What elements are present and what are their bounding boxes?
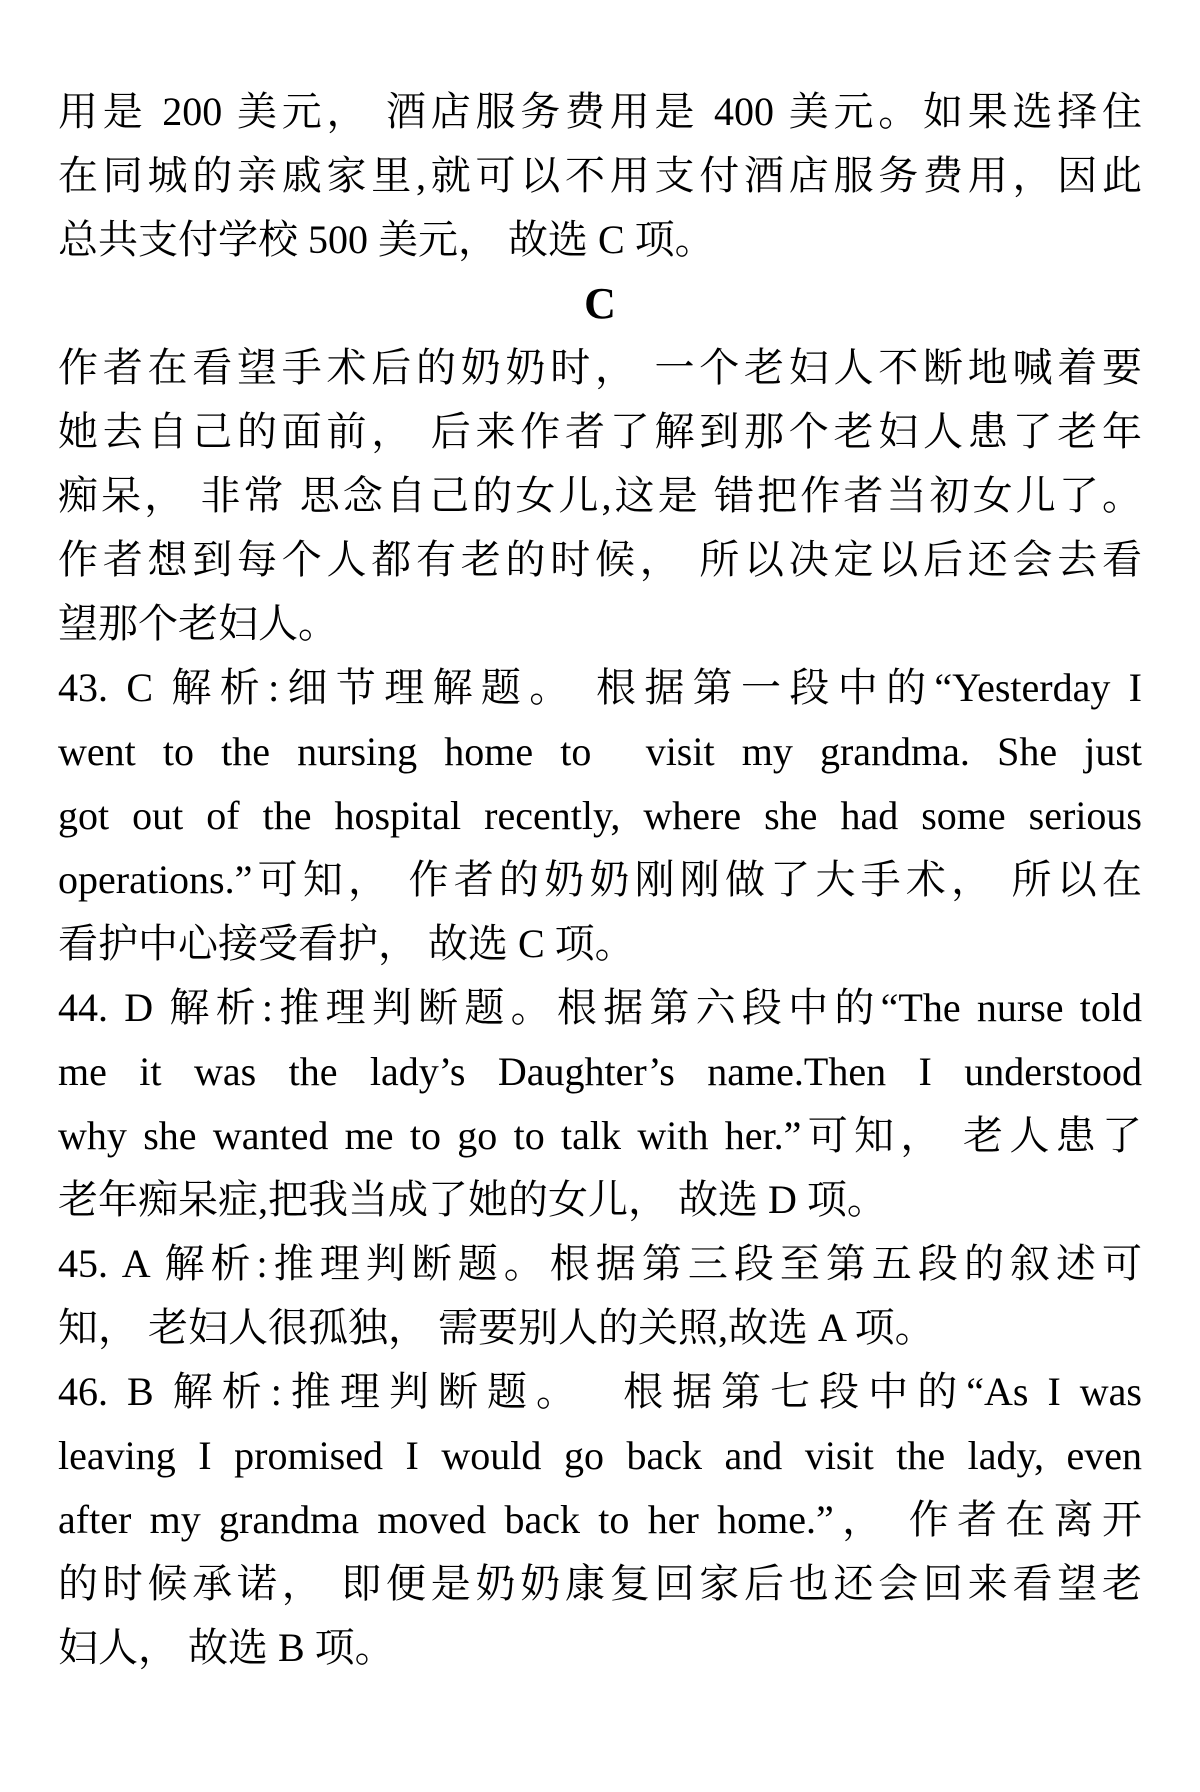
text-line: 在同城的亲戚家里,就可以不用支付酒店服务费用，因此 [58,153,1142,198]
answer-44-line: me it was the lady’s Daughter’s name.Then I understood [58,1049,1142,1094]
text-line: 她去自己的面前， 后来作者了解到那个老妇人患了老年 [58,409,1142,454]
text-line: 痴呆， 非常 思念自己的女儿,这是 错把作者当初女儿了。 [58,473,1142,518]
text-line: 作者想到每个人都有老的时候， 所以决定以后还会去看 [58,537,1142,582]
answer-43-line: operations.”可知， 作者的奶奶刚刚做了大手术， 所以在 [58,857,1142,902]
section-heading: C [584,279,616,328]
answer-43-line: 43. C 解析:细节理解题。 根据第一段中的“Yesterday I [58,665,1142,710]
text-line: 作者在看望手术后的奶奶时， 一个老妇人不断地喊着要 [58,345,1142,390]
text-line: 总共支付学校 500 美元， 故选 C 项。 [58,217,715,262]
answer-45-line: 知， 老妇人很孤独， 需要别人的关照,故选 A 项。 [58,1305,935,1350]
text-line: 望那个老妇人。 [58,601,338,646]
answer-43-line: got out of the hospital recently, where she had some serious [58,793,1142,838]
answer-43-line: went to the nursing home to visit my grandma. She just [58,729,1142,774]
answer-46-line: 的时候承诺， 即便是奶奶康复回家后也还会回来看望老 [58,1561,1142,1606]
answer-44-line: 44. D 解析:推理判断题。根据第六段中的“The nurse told [58,985,1142,1030]
answer-46-line: 46. B 解析:推理判断题。 根据第七段中的“As I was [58,1369,1142,1414]
answer-46-line: leaving I promised I would go back and visit the lady, even [58,1433,1142,1478]
answer-46-line: 妇人， 故选 B 项。 [58,1625,395,1670]
answer-44-line: why she wanted me to go to talk with her.”可知， 老人患了 [58,1113,1142,1158]
answer-45-line: 45. A 解析:推理判断题。根据第三段至第五段的叙述可 [58,1241,1142,1286]
answer-44-line: 老年痴呆症,把我当成了她的女儿， 故选 D 项。 [58,1177,887,1222]
answer-43-line: 看护中心接受看护， 故选 C 项。 [58,921,635,966]
answer-46-line: after my grandma moved back to her home.”， 作者在离开 [58,1497,1142,1542]
text-line: 用是 200 美元， 酒店服务费用是 400 美元。如果选择住 [58,89,1142,134]
